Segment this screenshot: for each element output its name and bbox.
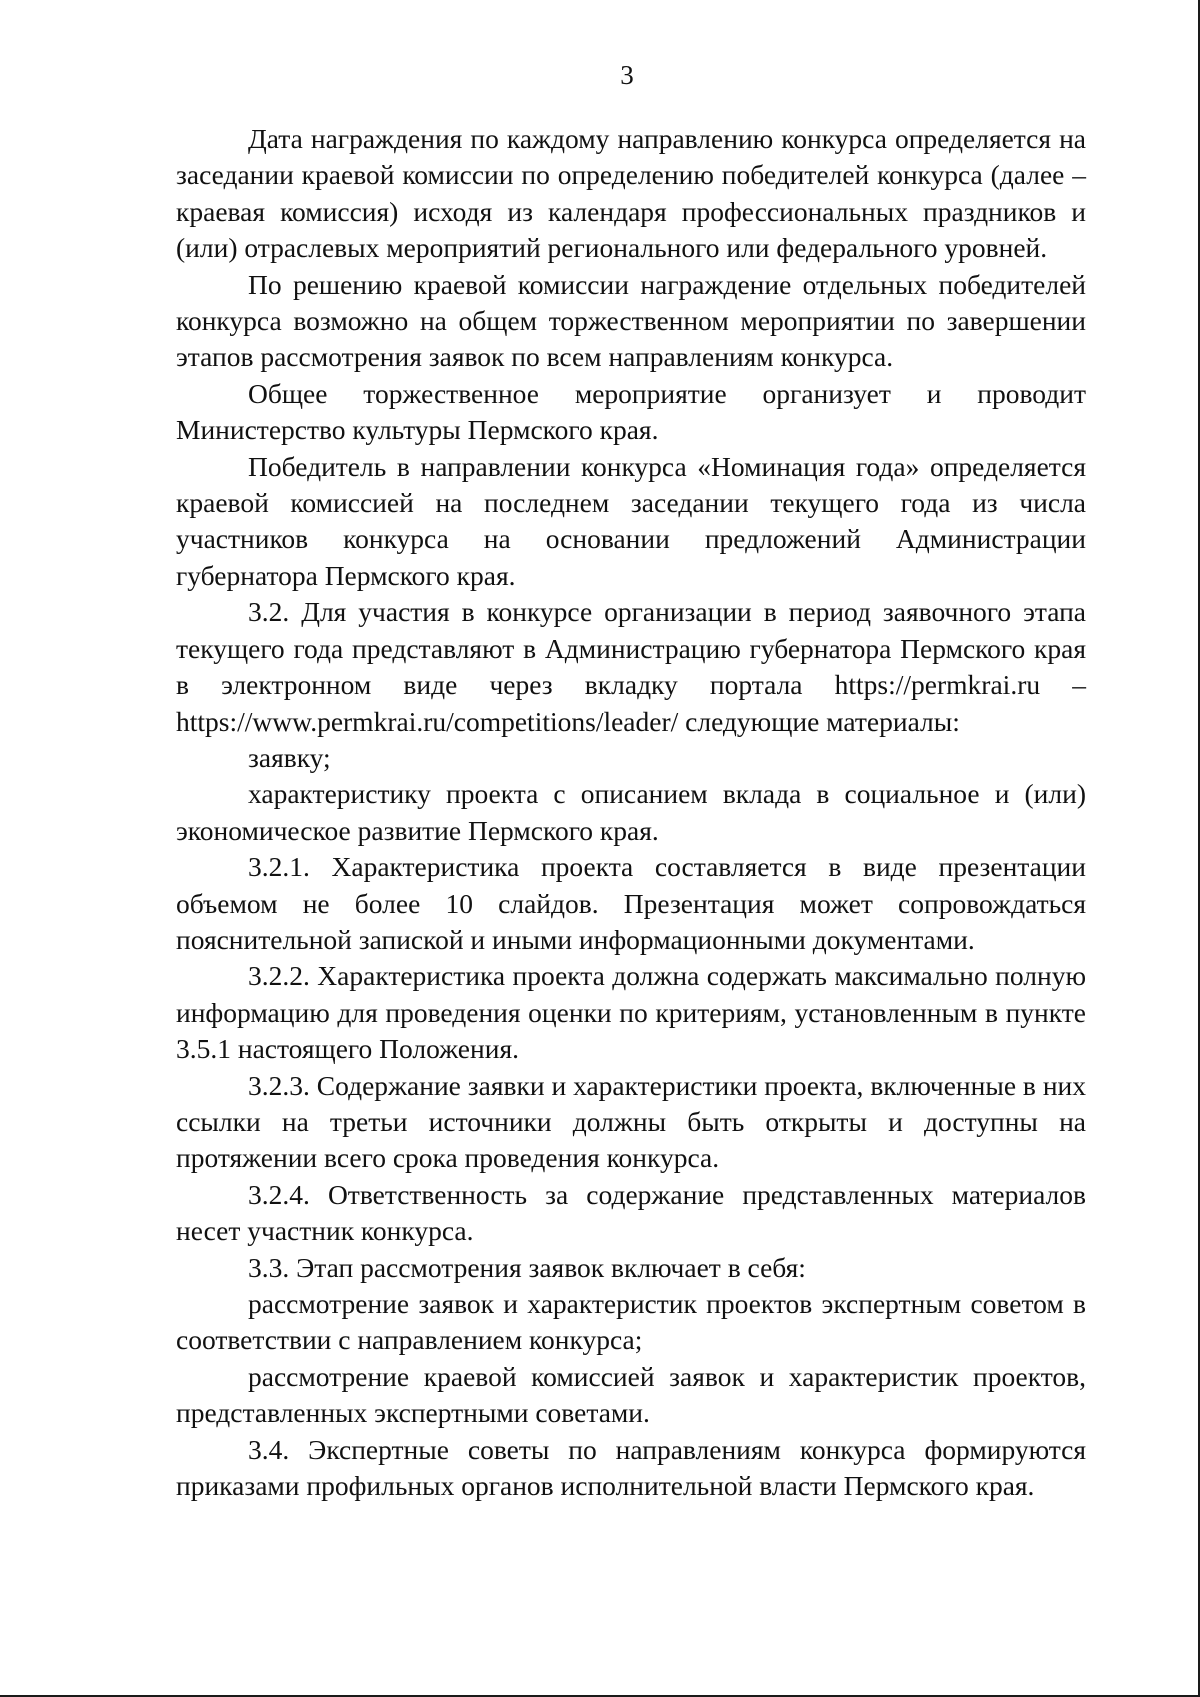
- paragraph-award-date: Дата награждения по каждому направлению конкурса определяется на заседании краевой комиссии по определению победителей конкурса (далее – краевая комиссия) исходя из календаря профессиональных праздников и (или) отраслевых мероприятий регионального или федерального уровней.: [176, 123, 1086, 264]
- page-number: 3: [620, 60, 634, 90]
- paragraph-3-2-3: 3.2.3. Содержание заявки и характеристики проекта, включенные в них ссылки на третьи источники должны быть открыты и доступны на протяжении всего срока проведения конкурса.: [176, 1069, 1086, 1174]
- paragraph-award-ceremony: По решению краевой комиссии награждение отдельных победителей конкурса возможно на общем торжественном мероприятии по завершении этапов рассмотрения заявок по всем направлениям конкурса.: [176, 268, 1086, 373]
- paragraph-project-description-item: характеристику проекта с описанием вклада в социальное и (или) экономическое развитие Пермского края.: [176, 778, 1086, 846]
- paragraph-review-by-expert-council: рассмотрение заявок и характеристик проектов экспертным советом в соответствии с направлением конкурса;: [176, 1288, 1086, 1356]
- paragraph-3-2-1: 3.2.1. Характеристика проекта составляется в виде презентации объемом не более 10 слайдов. Презентация может сопровождаться пояснительной запиской и иными информационными документами.: [176, 851, 1086, 955]
- paragraph-3-2: 3.2. Для участия в конкурсе организации в период заявочного этапа текущего года представляют в Администрацию губернатора Пермского края в электронном виде через вкладку портала https://permkrai.ru – https://www.permkrai.ru/competitions/leader/ следующие материалы:: [176, 596, 1086, 737]
- paragraph-application-item: заявку;: [248, 741, 331, 773]
- paragraph-nomination-of-year: Победитель в направлении конкурса «Номинация года» определяется краевой комиссией на последнем заседании текущего года из числа участников конкурса на основании предложений Администрации губернатора Пермского края.: [176, 450, 1086, 591]
- paragraph-3-3: 3.3. Этап рассмотрения заявок включает в себя:: [248, 1251, 806, 1283]
- document-body: [176, 121, 1086, 1504]
- paragraph-review-by-regional-commission: рассмотрение краевой комиссией заявок и характеристик проектов, представленных экспертными советами.: [176, 1360, 1086, 1429]
- paragraph-3-4: 3.4. Экспертные советы по направлениям конкурса формируются приказами профильных органов исполнительной власти Пермского края.: [176, 1433, 1086, 1502]
- paragraph-3-2-2: 3.2.2. Характеристика проекта должна содержать максимально полную информацию для проведения оценки по критериям, установленным в пункте 3.5.1 настоящего Положения.: [176, 960, 1086, 1065]
- paragraph-3-2-4: 3.2.4. Ответственность за содержание представленных материалов несет участник конкурса.: [176, 1178, 1086, 1247]
- paragraph-organizer: Общее торжественное мероприятие организует и проводит Министерство культуры Пермского края.: [176, 377, 1086, 446]
